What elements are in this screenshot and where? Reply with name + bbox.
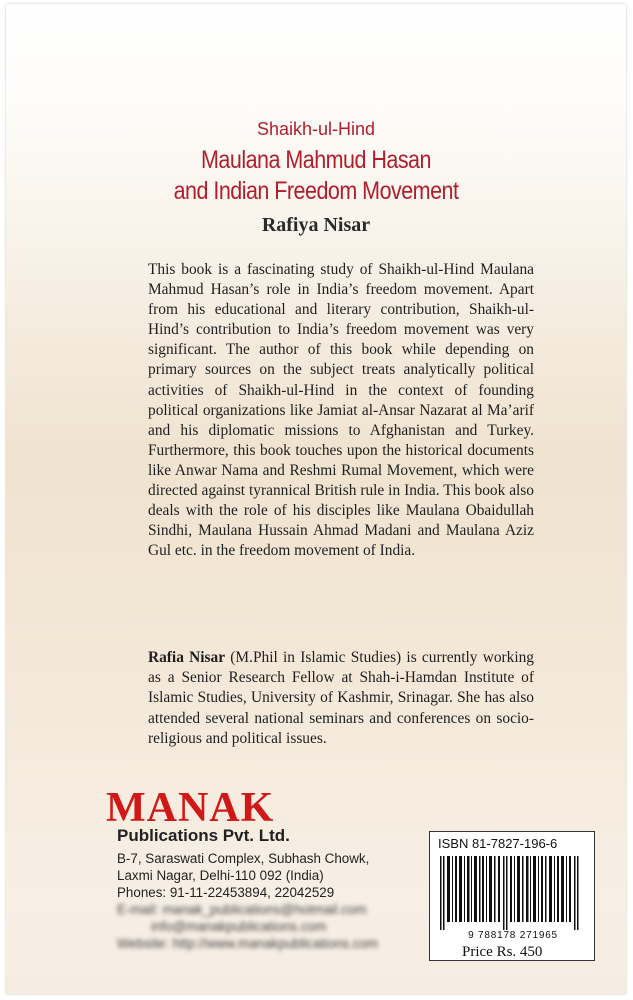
email-line-2: info@manakpublications.com: [151, 919, 327, 934]
book-description: This book is a fascinating study of Shaikh-ul-Hind Maulana Mahmud Hasan’s role in India’s freedom movement. Apart from his educational and literary contribution, Shaikh-ul-Hind’s contribution to India’s freedom movement was very significant. The author of this book while depending on primary sources on the subject treats analytically political activities of Shaikh-ul-Hind in the context of founding political organizations like Jamiat al-Ansar Nazarat al Ma’arif and his diplomatic missions to Afghanistan and Turkey. Furthermore, this book touches upon the historical documents like Anwar Nama and Reshmi Rumal Movement, which were directed against tyrannical British rule in India. This book also deals with the role of his disciples like Maulana Obaidullah Sindhi, Maulana Hussain Ahmad Madani and Maulana Aziz Gul etc. in the freedom movement of India.: [148, 261, 534, 560]
author-bio-name: Rafia Nisar: [148, 649, 226, 666]
phone-numbers: Phones: 91-11-22453894, 22042529: [117, 885, 335, 900]
address-line-2: Laxmi Nagar, Delhi-110 092 (India): [117, 868, 324, 883]
address-line-1: B-7, Saraswati Complex, Subhash Chowk,: [117, 851, 370, 866]
barcode-digits: 9 788178 271965: [468, 930, 558, 941]
book-title-line-1: Maulana Mahmud Hasan: [201, 146, 431, 174]
price-label: Price Rs. 450: [462, 944, 543, 960]
email-line: E-mail: manak_publications@hotmail.com: [117, 902, 367, 917]
isbn-number: ISBN 81-7827-196-6: [438, 836, 558, 851]
barcode: [438, 856, 588, 930]
website-line: Website: http://www.manakpublications.com: [117, 936, 378, 951]
series-title: Shaikh-ul-Hind: [256, 119, 376, 139]
book-title-line-2: and Indian Freedom Movement: [173, 177, 459, 205]
author-bio: [148, 648, 534, 749]
author-bio-text: (M.Phil in Islamic Studies) is currently working as a Senior Research Fellow at Shah-i-Hamdan Institute of Islamic Studies, University of Kashmir, Srinagar. She has also attended several national seminars and conferences on socio-religious and political issues.: [148, 649, 535, 747]
publisher-address: [117, 850, 417, 952]
book-back-cover: [6, 4, 626, 994]
isbn-barcode-box: [429, 831, 595, 961]
author-name: Rafiya Nisar: [261, 214, 371, 236]
publisher-name: Publications Pvt. Ltd.: [117, 826, 290, 845]
publisher-logo: MANAK: [106, 785, 275, 831]
